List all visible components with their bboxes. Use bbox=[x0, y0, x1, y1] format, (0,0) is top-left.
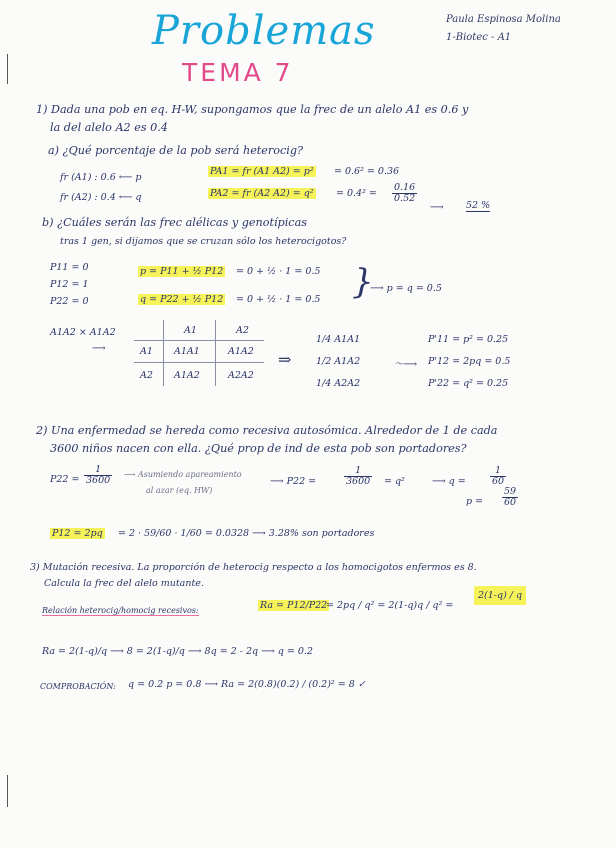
percent-result: 52 % bbox=[466, 200, 491, 211]
left-margin-mark bbox=[7, 54, 8, 84]
brace: } bbox=[352, 262, 374, 302]
p22-numerator: 1 bbox=[84, 465, 112, 476]
genotype-p11: P'11 = p² = 0.25 bbox=[428, 334, 509, 345]
author-name: Paula Espinosa Molina bbox=[446, 14, 561, 25]
relation-label: Relación heterocig/homocig recesivos: bbox=[42, 606, 199, 615]
punnett-cell: A1A2 bbox=[174, 370, 200, 381]
p22-denominator: 3600 bbox=[86, 475, 111, 487]
carrier-calc: = 2 · 59/60 · 1/60 = 0.0328 ⟶ 3.28% son portadores bbox=[118, 528, 375, 539]
cross-label: A1A2 × A1A2 bbox=[50, 327, 116, 338]
punnett-vline-2 bbox=[215, 320, 216, 386]
solve-line: Ra = 2(1-q)/q ⟶ 8 = 2(1-q)/q ⟶ 8q = 2 - 2q ⟶ q = 0.2 bbox=[42, 646, 313, 657]
hw-note-line1: ⟶ Asumiendo apareamiento bbox=[124, 470, 242, 479]
q-numerator: 1 bbox=[490, 466, 506, 477]
highlight-pa2: PA2 = fr (A2 A2) = q² bbox=[210, 188, 314, 199]
check-calc: q = 0.2 p = 0.8 ⟶ Ra = 2(0.8)(0.2) / (0.2)² = 8 ✓ bbox=[128, 679, 366, 690]
freq-a1: fr (A1) : 0.6 ⟵ p bbox=[60, 172, 142, 183]
ratio-a2a2: 1/4 A2A2 bbox=[316, 378, 361, 389]
hw-note-line2: al azar (eq. HW) bbox=[146, 486, 213, 495]
p22-eq-denominator: 3600 bbox=[346, 476, 371, 488]
p-fraction bbox=[502, 487, 518, 509]
p22-eq-rhs: = q² bbox=[384, 476, 405, 487]
punnett-cell: A1A1 bbox=[174, 346, 200, 357]
punnett-hline bbox=[134, 340, 264, 341]
highlight-relation-final: 2(1-q) / q bbox=[474, 586, 526, 605]
q-denominator: 60 bbox=[492, 476, 505, 488]
freq-a2: fr (A2) : 0.4 ⟵ q bbox=[60, 192, 142, 203]
p-denominator: 60 bbox=[504, 497, 517, 509]
pa1-result: = 0.6² = 0.36 bbox=[334, 166, 400, 177]
punnett-row-a2: A2 bbox=[140, 370, 153, 381]
problem-1-part-a: a) ¿Qué porcentaje de la pob será heterocig? bbox=[48, 144, 304, 157]
pq-result: ⟶ p = q = 0.5 bbox=[370, 283, 442, 294]
genotype-p12: P'12 = 2pq = 0.5 bbox=[428, 356, 511, 367]
q-fraction bbox=[490, 466, 506, 488]
highlight-relation: Ra = P12/P22 bbox=[260, 600, 328, 611]
pa2-result: = 0.4² = bbox=[336, 188, 377, 199]
ratio-a1a1: 1/4 A1A1 bbox=[316, 334, 361, 345]
p22-eq-numerator: 1 bbox=[344, 466, 372, 477]
punnett-hline-2 bbox=[134, 362, 264, 363]
left-margin-mark-bottom bbox=[7, 775, 8, 807]
cross-arrow: ⟶ bbox=[92, 343, 106, 354]
p-calc: = 0 + ½ · 1 = 0.5 bbox=[236, 266, 321, 277]
punnett-col-a1: A1 bbox=[184, 325, 197, 336]
p22-eq-lhs: ⟶ P22 = bbox=[270, 476, 317, 487]
p22-value: P22 = 0 bbox=[50, 296, 89, 307]
highlight-carrier-formula: P12 = 2pq bbox=[52, 528, 103, 539]
punnett-col-a2: A2 bbox=[236, 325, 249, 336]
check-label: COMPROBACIÓN: bbox=[40, 682, 116, 691]
p22-label: P22 = bbox=[50, 474, 80, 485]
problem-2-statement-line1: 2) Una enfermedad se hereda como recesiva autosómica. Alrededor de 1 de cada bbox=[36, 424, 498, 437]
highlight-p-formula: p = P11 + ½ P12 bbox=[140, 266, 224, 277]
problem-3-statement-line1: 3) Mutación recesiva. La proporción de heterocig respecto a los homocigotos enfermos es 8. bbox=[30, 562, 477, 573]
genotype-p22: P'22 = q² = 0.25 bbox=[428, 378, 509, 389]
problem-1-part-b-line1: b) ¿Cuáles serán las frec alélicas y genotípicas bbox=[42, 216, 307, 229]
punnett-row-a1: A1 bbox=[140, 346, 153, 357]
q-result-label: ⟶ q = bbox=[432, 476, 466, 487]
p22-fraction bbox=[84, 465, 112, 487]
topic-title: TEMA 7 bbox=[182, 58, 294, 87]
relation-calc: = 2pq / q² = 2(1-q)q / q² = bbox=[326, 600, 454, 611]
ratio-a1a2: 1/2 A1A2 bbox=[316, 356, 361, 367]
highlight-q-formula: q = P22 + ½ P12 bbox=[140, 294, 224, 305]
problem-1-part-b-line2: tras 1 gen, si dijamos que se cruzan sólo los heterocigotos? bbox=[60, 236, 347, 247]
problem-1-statement-line1: 1) Dada una pob en eq. H-W, supongamos que la frec de un alelo A1 es 0.6 y bbox=[36, 103, 469, 116]
sum-fraction bbox=[392, 183, 417, 205]
sum-denominator: 0.52 bbox=[394, 193, 416, 205]
punnett-cell: A1A2 bbox=[228, 346, 254, 357]
page-title: Problemas bbox=[152, 8, 376, 54]
arrow-to-result: ⟶ bbox=[430, 202, 444, 213]
p22-eq-fraction bbox=[344, 466, 372, 488]
wavy-arrow: 〜⟶ bbox=[394, 359, 418, 370]
sum-numerator: 0.16 bbox=[394, 182, 416, 193]
problem-1-statement-line2: la del alelo A2 es 0.4 bbox=[50, 121, 168, 134]
problem-2-statement-line2: 3600 niños nacen con ella. ¿Qué prop de ind de esta pob son portadores? bbox=[50, 442, 467, 455]
q-calc: = 0 + ½ · 1 = 0.5 bbox=[236, 294, 321, 305]
problem-3-statement-line2: Calcula la frec del alelo mutante. bbox=[44, 578, 204, 589]
double-arrow: ⇒ bbox=[278, 350, 292, 369]
p12-value: P12 = 1 bbox=[50, 279, 89, 290]
highlight-pa1: PA1 = fr (A1 A2) = p² bbox=[210, 166, 314, 177]
punnett-cell: A2A2 bbox=[228, 370, 254, 381]
p-result-label: p = bbox=[466, 496, 484, 507]
p11-value: P11 = 0 bbox=[50, 262, 89, 273]
author-course: 1-Biotec - A1 bbox=[446, 32, 512, 43]
punnett-vline bbox=[163, 320, 164, 386]
p-numerator: 59 bbox=[504, 486, 517, 497]
